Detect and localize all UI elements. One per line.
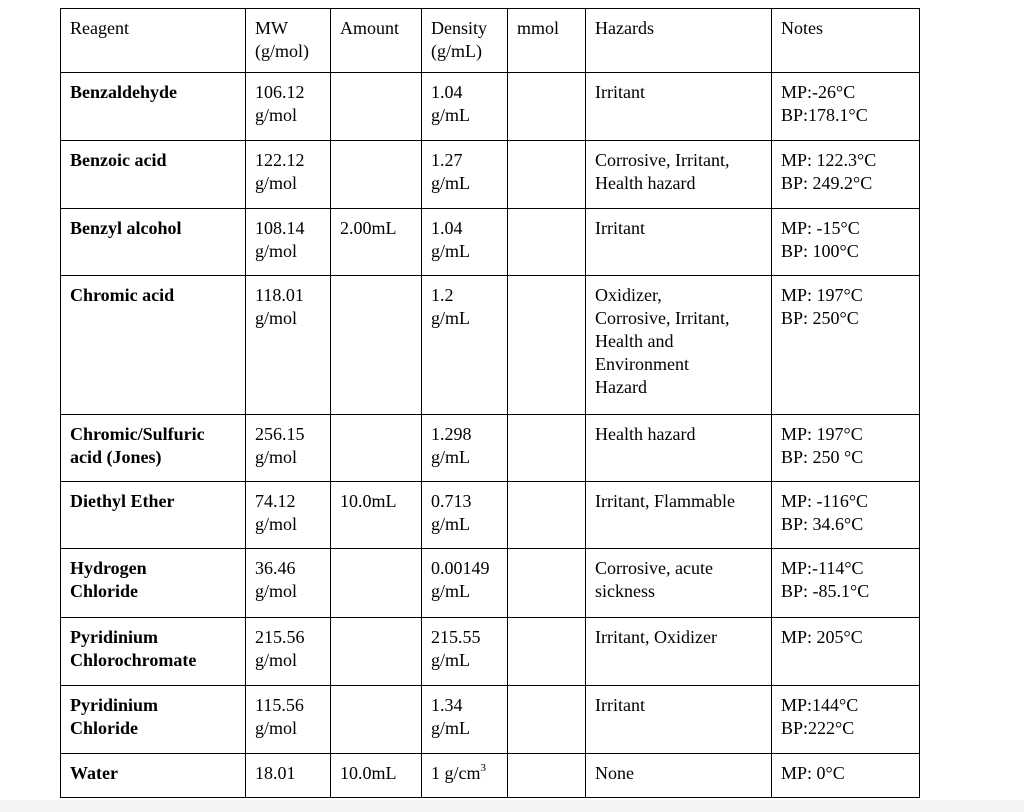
header-line: mmol	[517, 18, 560, 38]
cell-line: Irritant, Oxidizer	[595, 627, 717, 647]
mw-cell	[246, 73, 331, 141]
cell-line: g/mol	[255, 173, 298, 193]
cell-line: 1.04	[431, 82, 463, 102]
cell-line: 1.2	[431, 285, 454, 305]
cell-line: g/mL	[431, 241, 470, 261]
header-line: Density	[431, 18, 487, 38]
density-value: 1 g/cm	[431, 763, 481, 783]
cell-line: BP: 250°C	[781, 308, 859, 328]
reagent-cell	[61, 415, 246, 482]
cell-line: g/mL	[431, 447, 470, 467]
table-row	[61, 754, 920, 798]
reagent-table	[60, 8, 920, 798]
hazards-cell	[586, 276, 772, 415]
mw-cell	[246, 754, 331, 798]
density-cell	[422, 73, 508, 141]
hazards-cell	[586, 549, 772, 618]
mmol-cell	[508, 482, 586, 549]
mw-cell	[246, 686, 331, 754]
header-hazards	[586, 9, 772, 73]
cell-line: g/mL	[431, 173, 470, 193]
cell-line: Irritant	[595, 695, 645, 715]
header-line: (g/mL)	[431, 41, 482, 61]
cell-line: Oxidizer,	[595, 285, 662, 305]
header-line: MW	[255, 18, 288, 38]
cell-line: Environment	[595, 354, 689, 374]
cell-line: g/mol	[255, 514, 298, 534]
cell-line: MP: 205°C	[781, 627, 863, 647]
notes-cell	[772, 482, 920, 549]
cell-line: Corrosive, Irritant,	[595, 150, 730, 170]
cell-line: g/mol	[255, 241, 298, 261]
hazards-cell	[586, 141, 772, 209]
table-row	[61, 276, 920, 415]
cell-line: MP:-114°C	[781, 558, 864, 578]
cell-line: Water	[70, 763, 118, 783]
header-line: Hazards	[595, 18, 654, 38]
cell-line: Chloride	[70, 718, 139, 738]
amount-cell	[331, 618, 422, 686]
header-line: Reagent	[70, 18, 129, 38]
cell-line	[431, 762, 500, 785]
cell-line: g/mL	[431, 308, 470, 328]
notes-cell	[772, 549, 920, 618]
mmol-cell	[508, 415, 586, 482]
cell-line: Corrosive, Irritant,	[595, 308, 730, 328]
cell-line: 18.01	[255, 763, 296, 783]
cell-line: BP:178.1°C	[781, 105, 868, 125]
notes-cell	[772, 209, 920, 276]
cell-line: 122.12	[255, 150, 305, 170]
cell-line: g/mL	[431, 581, 470, 601]
mmol-cell	[508, 209, 586, 276]
cell-line: g/mol	[255, 718, 298, 738]
cell-line: 1.27	[431, 150, 463, 170]
density-cell	[422, 686, 508, 754]
mmol-cell	[508, 276, 586, 415]
amount-cell	[331, 415, 422, 482]
header-mw	[246, 9, 331, 73]
mw-cell	[246, 549, 331, 618]
density-cell	[422, 754, 508, 798]
cell-line: MP: -116°C	[781, 491, 869, 511]
reagent-cell	[61, 754, 246, 798]
mw-cell	[246, 618, 331, 686]
cell-line: g/mL	[431, 514, 470, 534]
density-cell	[422, 141, 508, 209]
cell-line: Health and	[595, 331, 674, 351]
header-notes	[772, 9, 920, 73]
cell-line: BP: 34.6°C	[781, 514, 864, 534]
cell-line: MP: 197°C	[781, 424, 863, 444]
amount-cell	[331, 209, 422, 276]
cell-line: g/mol	[255, 105, 298, 125]
cell-line: 108.14	[255, 218, 305, 238]
cell-line: MP:-26°C	[781, 82, 856, 102]
notes-cell	[772, 415, 920, 482]
header-row	[61, 9, 920, 73]
hazards-cell	[586, 415, 772, 482]
mw-cell	[246, 276, 331, 415]
cell-line: 215.55	[431, 627, 481, 647]
reagent-cell	[61, 549, 246, 618]
cell-line: 1.34	[431, 695, 463, 715]
cell-line: Health hazard	[595, 424, 696, 444]
cell-line: MP: 122.3°C	[781, 150, 877, 170]
cell-line: 10.0mL	[340, 491, 397, 511]
cell-line: BP:222°C	[781, 718, 855, 738]
cell-line: 118.01	[255, 285, 304, 305]
cell-line: 36.46	[255, 558, 296, 578]
amount-cell	[331, 754, 422, 798]
notes-cell	[772, 754, 920, 798]
header-amount	[331, 9, 422, 73]
cell-line: Irritant	[595, 82, 645, 102]
cell-line: 106.12	[255, 82, 305, 102]
hazards-cell	[586, 73, 772, 141]
notes-cell	[772, 141, 920, 209]
cell-line: Corrosive, acute	[595, 558, 713, 578]
notes-cell	[772, 73, 920, 141]
mmol-cell	[508, 686, 586, 754]
density-cell	[422, 415, 508, 482]
cell-line: sickness	[595, 581, 655, 601]
hazards-cell	[586, 618, 772, 686]
unit-exponent: 3	[480, 762, 486, 774]
cell-line: 115.56	[255, 695, 304, 715]
cell-line: acid (Jones)	[70, 447, 162, 467]
header-mmol	[508, 9, 586, 73]
cell-line: g/mL	[431, 105, 470, 125]
cell-line: Hazard	[595, 377, 647, 397]
cell-line: BP: 250 °C	[781, 447, 864, 467]
reagent-cell	[61, 686, 246, 754]
mmol-cell	[508, 618, 586, 686]
hazards-cell	[586, 754, 772, 798]
header-line: Amount	[340, 18, 400, 38]
hazards-cell	[586, 686, 772, 754]
cell-line: MP: -15°C	[781, 218, 860, 238]
cell-line: 215.56	[255, 627, 305, 647]
hazards-cell	[586, 209, 772, 276]
cell-line: g/mol	[255, 650, 298, 670]
cell-line: g/mL	[431, 650, 470, 670]
mw-cell	[246, 141, 331, 209]
header-line: Notes	[781, 18, 823, 38]
notes-cell	[772, 276, 920, 415]
cell-line: Health hazard	[595, 173, 696, 193]
mmol-cell	[508, 754, 586, 798]
cell-line: 2.00mL	[340, 218, 397, 238]
density-cell	[422, 209, 508, 276]
amount-cell	[331, 73, 422, 141]
mmol-cell	[508, 73, 586, 141]
amount-cell	[331, 549, 422, 618]
cell-line: Benzyl alcohol	[70, 218, 182, 238]
header-density	[422, 9, 508, 73]
cell-line: MP:144°C	[781, 695, 859, 715]
cell-line: Irritant	[595, 218, 645, 238]
mw-cell	[246, 415, 331, 482]
hazards-cell	[586, 482, 772, 549]
cell-line: Pyridinium	[70, 695, 159, 715]
notes-cell	[772, 686, 920, 754]
reagent-cell	[61, 618, 246, 686]
cell-line: 256.15	[255, 424, 305, 444]
reagent-cell	[61, 276, 246, 415]
amount-cell	[331, 482, 422, 549]
cell-line: g/mol	[255, 581, 298, 601]
table-row	[61, 73, 920, 141]
table-row	[61, 549, 920, 618]
density-cell	[422, 549, 508, 618]
cell-line: Irritant, Flammable	[595, 491, 735, 511]
table-row	[61, 209, 920, 276]
cell-line: BP: -85.1°C	[781, 581, 870, 601]
notes-cell	[772, 618, 920, 686]
cell-line: MP: 197°C	[781, 285, 863, 305]
table-row	[61, 618, 920, 686]
cell-line: Chromic acid	[70, 285, 175, 305]
cell-line: g/mL	[431, 718, 470, 738]
amount-cell	[331, 141, 422, 209]
cell-line: Chromic/Sulfuric	[70, 424, 205, 444]
cell-line: 1.298	[431, 424, 472, 444]
cell-line: None	[595, 763, 634, 783]
cell-line: MP: 0°C	[781, 763, 845, 783]
cell-line: Pyridinium	[70, 627, 159, 647]
amount-cell	[331, 276, 422, 415]
mw-cell	[246, 482, 331, 549]
cell-line: BP: 100°C	[781, 241, 859, 261]
mmol-cell	[508, 549, 586, 618]
mmol-cell	[508, 141, 586, 209]
table-row	[61, 141, 920, 209]
density-cell	[422, 618, 508, 686]
header-line: (g/mol)	[255, 41, 309, 61]
table-row	[61, 415, 920, 482]
mw-cell	[246, 209, 331, 276]
cell-line: Hydrogen	[70, 558, 147, 578]
amount-cell	[331, 686, 422, 754]
table-row	[61, 482, 920, 549]
reagent-cell	[61, 141, 246, 209]
cell-line: g/mol	[255, 447, 298, 467]
density-cell	[422, 276, 508, 415]
reagent-cell	[61, 73, 246, 141]
reagent-cell	[61, 482, 246, 549]
cell-line: Diethyl Ether	[70, 491, 175, 511]
reagent-cell	[61, 209, 246, 276]
cell-line: Chlorochromate	[70, 650, 197, 670]
header-reagent	[61, 9, 246, 73]
cell-line: 74.12	[255, 491, 296, 511]
cell-line: BP: 249.2°C	[781, 173, 873, 193]
cell-line: 0.00149	[431, 558, 490, 578]
page-bottom-edge	[0, 800, 1024, 812]
cell-line: 0.713	[431, 491, 472, 511]
cell-line: g/mol	[255, 308, 298, 328]
cell-line: 1.04	[431, 218, 463, 238]
table-row	[61, 686, 920, 754]
table-body	[61, 73, 920, 798]
cell-line: Benzoic acid	[70, 150, 167, 170]
cell-line: Chloride	[70, 581, 139, 601]
cell-line: Benzaldehyde	[70, 82, 178, 102]
cell-line: 10.0mL	[340, 763, 397, 783]
density-cell	[422, 482, 508, 549]
